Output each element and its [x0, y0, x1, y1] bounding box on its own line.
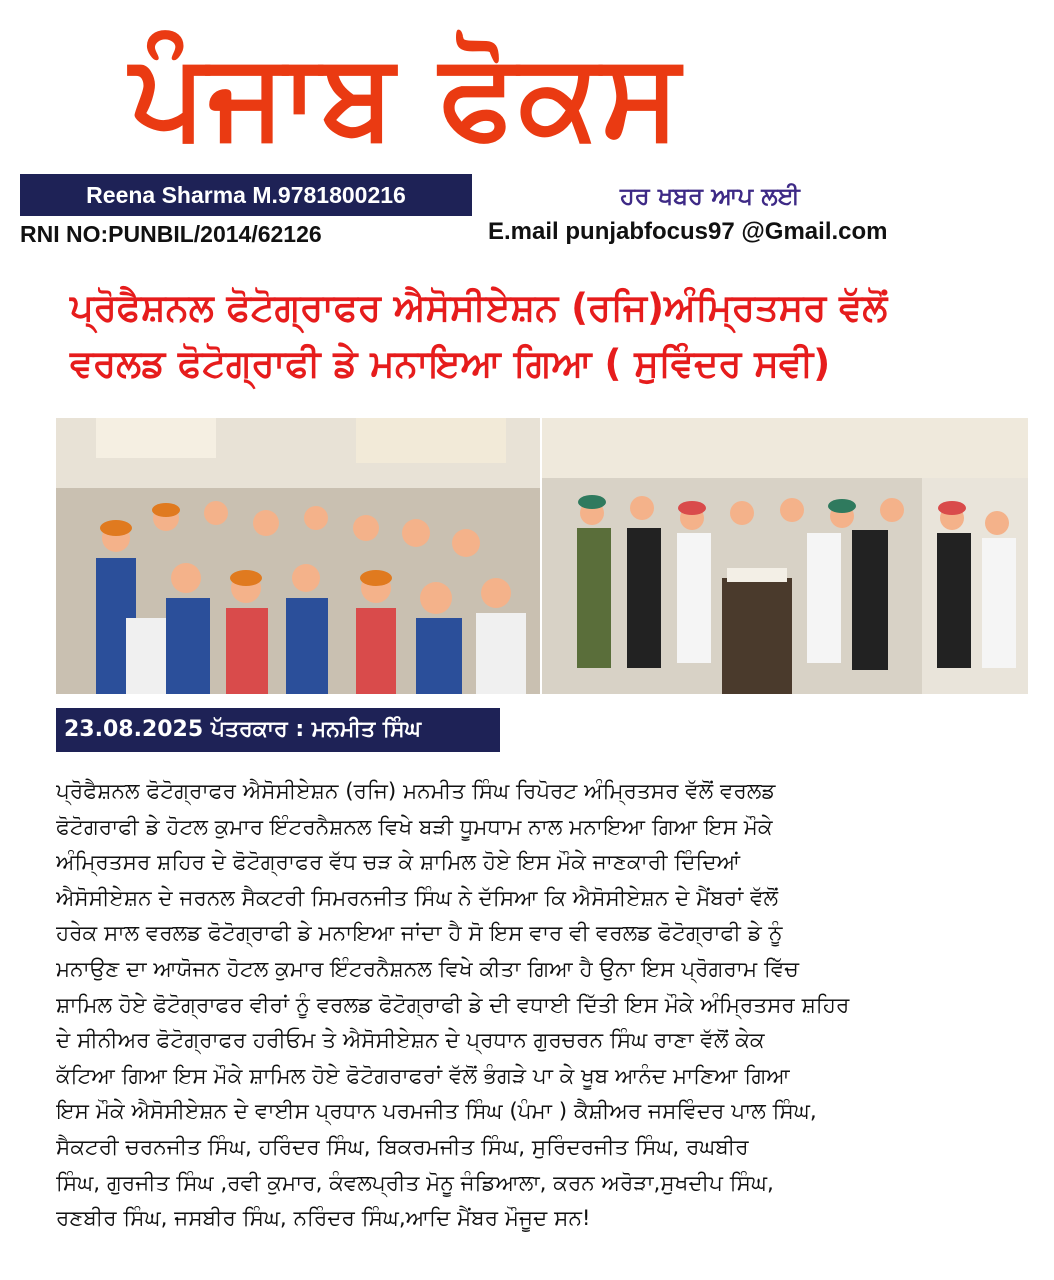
article-line: ਸ਼ਾਮਿਲ ਹੋਏ ਫੋਟੋਗ੍ਰਾਫਰ ਵੀਰਾਂ ਨੂੰ ਵਰਲਡ ਫੋਟੋਗ੍ਰਾਫੀ ਡੇ ਦੀ ਵਧਾਈ ਦਿੱਤੀ ਇਸ ਮੌਕੇ ਅੰਮ੍ਰਿਤਸਰ ਸ਼ਹਿਰ: [56, 992, 850, 1018]
rni-number: RNI NO:PUNBIL/2014/62126: [20, 221, 322, 247]
headline-line-2: ਵਰਲਡ ਫੋਟੋਗ੍ਰਾਫੀ ਡੇ ਮਨਾਇਆ ਗਿਆ ( ਸੁਵਿੰਦਰ ਸਵੀ): [70, 342, 831, 385]
article-line: ਐਸੋਸੀਏਸ਼ਨ ਦੇ ਜਰਨਲ ਸੈਕਟਰੀ ਸਿਮਰਨਜੀਤ ਸਿੰਘ ਨੇ ਦੱਸਿਆ ਕਿ ਐਸੋਸੀਏਸ਼ਨ ਦੇ ਮੈਂਬਰਾਂ ਵੱਲੋਂ: [56, 885, 779, 911]
article-line: ਅੰਮ੍ਰਿਤਸਰ ਸ਼ਹਿਰ ਦੇ ਫੋਟੋਗ੍ਰਾਫਰ ਵੱਧ ਚੜ ਕੇ ਸ਼ਾਮਿਲ ਹੋਏ ਇਸ ਮੌਕੇ ਜਾਣਕਾਰੀ ਦਿੰਦਿਆਂ: [56, 850, 741, 876]
group-photo-right-image: [542, 418, 1028, 694]
article-line: ਦੇ ਸੀਨੀਅਰ ਫੋਟੋਗ੍ਰਾਫਰ ਹਰੀਓਮ ਤੇ ਐਸੋਸੀਏਸ਼ਨ ਦੇ ਪ੍ਰਧਾਨ ਗੁਰਚਰਨ ਸਿੰਘ ਰਾਣਾ ਵੱਲੋਂ ਕੇਕ: [56, 1028, 765, 1054]
article-line: ਮਨਾਉਣ ਦਾ ਆਯੋਜਨ ਹੋਟਲ ਕੁਮਾਰ ਇੰਟਰਨੈਸ਼ਨਲ ਵਿਖੇ ਕੀਤਾ ਗਿਆ ਹੈ ਉਨਾ ਇਸ ਪ੍ਰੋਗਰਾਮ ਵਿੱਚ: [56, 956, 799, 982]
article-line: ਇਸ ਮੌਕੇ ਐਸੋਸੀਏਸ਼ਨ ਦੇ ਵਾਈਸ ਪ੍ਰਧਾਨ ਪਰਮਜੀਤ ਸਿੰਘ (ਪੰਮਾ ) ਕੈਸ਼ੀਅਰ ਜਸਵਿੰਦਰ ਪਾਲ ਸਿੰਘ,: [56, 1099, 817, 1125]
article-line: ਸਿੰਘ, ਗੁਰਜੀਤ ਸਿੰਘ ,ਰਵੀ ਕੁਮਾਰ, ਕੰਵਲਪ੍ਰੀਤ ਮੋਨੂ ਜੰਡਿਆਲਾ, ਕਰਨ ਅਰੋੜਾ,ਸੁਖਦੀਪ ਸਿੰਘ,: [56, 1170, 774, 1196]
article-line: ਹਰੇਕ ਸਾਲ ਵਰਲਡ ਫੋਟੋਗ੍ਰਾਫੀ ਡੇ ਮਨਾਇਆ ਜਾਂਦਾ ਹੈ ਸੋ ਇਸ ਵਾਰ ਵੀ ਵਰਲਡ ਫੋਟੋਗ੍ਰਾਫੀ ਡੇ ਨੂੰ: [56, 921, 783, 947]
article-headline: [40, 280, 1030, 400]
article-line: ਫੋਟੋਗਰਾਫੀ ਡੇ ਹੋਟਲ ਕੁਮਾਰ ਇੰਟਰਨੈਸ਼ਨਲ ਵਿਖੇ ਬੜੀ ਧੂਮਧਾਮ ਨਾਲ ਮਨਾਇਆ ਗਿਆ ਇਸ ਮੌਕੇ: [56, 814, 773, 840]
reporter-contact-badge: Reena Sharma M.9781800216: [20, 174, 472, 216]
dateline-byline: 23.08.2025 ਪੱਤਰਕਾਰ : ਮਨਮੀਤ ਸਿੰਘ: [56, 708, 500, 752]
article-body: [56, 774, 1000, 1274]
article-line: ਪ੍ਰੋਫੈਸ਼ਨਲ ਫੋਟੋਗ੍ਰਾਫਰ ਐਸੋਸੀਏਸ਼ਨ (ਰਜਿ) ਮਨਮੀਤ ਸਿੰਘ ਰਿਪੋਰਟ ਅੰਮ੍ਰਿਤਸਰ ਵੱਲੋਂ ਵਰਲਡ: [56, 779, 776, 804]
contact-email: E.mail punjabfocus97 @Gmail.com: [488, 218, 888, 245]
group-photo-left-image: [56, 418, 540, 694]
masthead: [0, 0, 1054, 250]
newspaper-title: ਪੰਜਾਬ ਫੋਕਸ: [130, 26, 682, 164]
newspaper-tagline: ਹਰ ਖਬਰ ਆਪ ਲਈ: [620, 182, 800, 210]
group-photo-celebration: [56, 418, 540, 694]
article-line: ਰਣਬੀਰ ਸਿੰਘ, ਜਸਬੀਰ ਸਿੰਘ, ਨਰਿੰਦਰ ਸਿੰਘ,ਆਦਿ ਮੈਂਬਰ ਮੌਜੂਦ ਸਨ!: [56, 1206, 591, 1232]
group-photo-cake-cutting: [542, 418, 1028, 694]
article-line: ਸੈਕਟਰੀ ਚਰਨਜੀਤ ਸਿੰਘ, ਹਰਿੰਦਰ ਸਿੰਘ, ਬਿਕਰਮਜੀਤ ਸਿੰਘ, ਸੁਰਿੰਦਰਜੀਤ ਸਿੰਘ, ਰਘਬੀਰ: [56, 1134, 749, 1160]
headline-line-1: ਪ੍ਰੋਫੈਸ਼ਨਲ ਫੋਟੋਗ੍ਰਾਫਰ ਐਸੋਸੀਏਸ਼ਨ (ਰਜਿ)ਅੰਮ੍ਰਿਤਸਰ ਵੱਲੋਂ: [70, 286, 888, 329]
article-line: ਕੱਟਿਆ ਗਿਆ ਇਸ ਮੌਕੇ ਸ਼ਾਮਿਲ ਹੋਏ ਫੋਟੋਗਰਾਫਰਾਂ ਵੱਲੋਂ ਭੰਗੜੇ ਪਾ ਕੇ ਖੂਬ ਆਨੰਦ ਮਾਣਿਆ ਗਿਆ: [56, 1063, 790, 1089]
